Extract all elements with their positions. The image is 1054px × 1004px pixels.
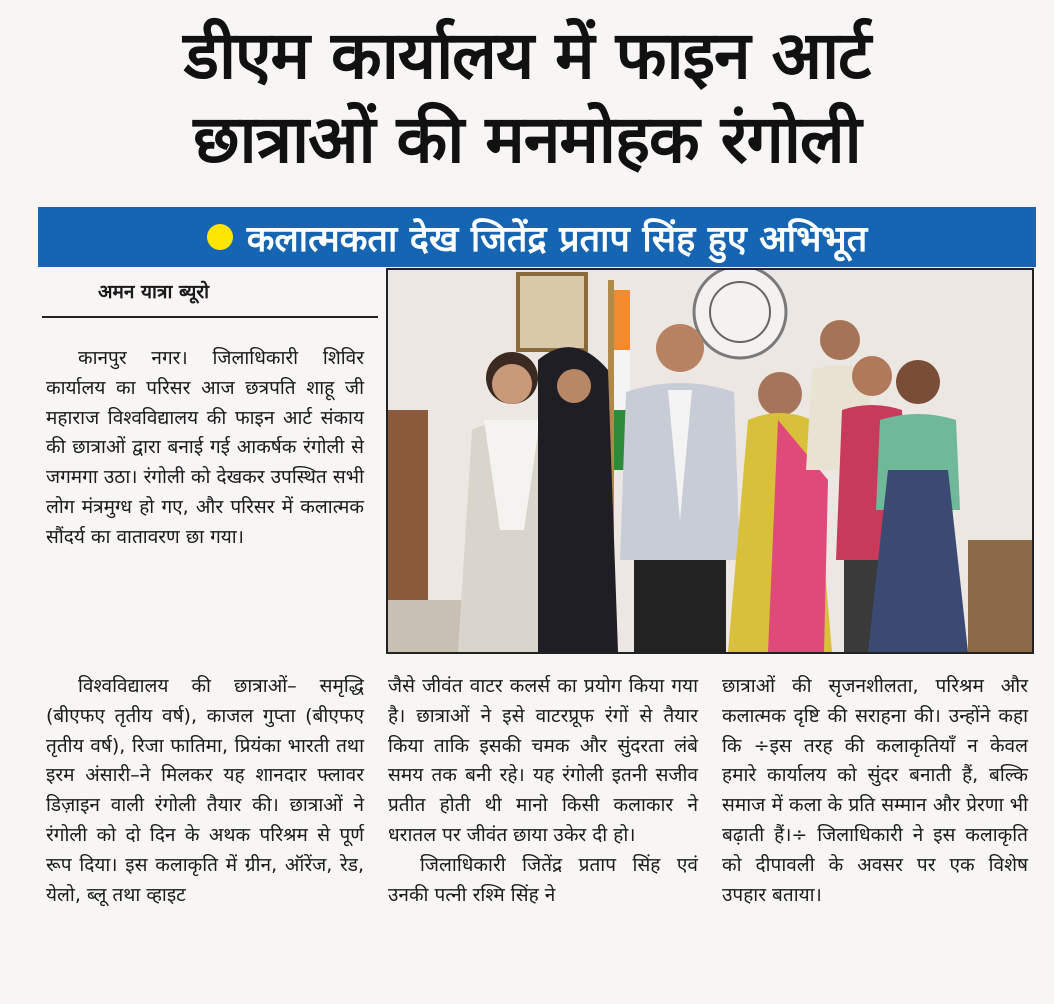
headline [0, 14, 1054, 182]
wall-frame-icon [518, 274, 586, 350]
headline-line-2: छात्राओं की मनमोहक रंगोली [193, 101, 861, 178]
subheadline-banner [38, 207, 1036, 267]
headline-line-1: डीएम कार्यालय में फाइन आर्ट [183, 17, 871, 94]
paragraph: कानपुर नगर। जिलाधिकारी शिविर कार्यालय का परिसर आज छत्रपति शाहू जी महाराज विश्वविद्यालय की फाइन आर्ट संकाय की छात्राओं द्वारा बनाई गई आकर्षक रंगोली से जगमगा उठा। रंगोली को देखकर उपस्थित सभी लोग मंत्रमुग्ध हो गए, और परिसर में कलात्मक सौंदर्य का वातावरण छा गया। [46, 347, 364, 548]
article-column-1-top [46, 344, 364, 553]
paragraph: विश्वविद्यालय की छात्राओं– समृद्धि (बीएफए तृतीय वर्ष), काजल गुप्ता (बीएफए तृतीय वर्ष), रिजा फातिमा, प्रियंका भारती तथा इरम अंसारी–ने मिलकर यह शानदार फ्लावर डिज़ाइन वाली रंगोली तैयार की। छात्राओं ने रंगोली को दो दिन के अथक परिश्रम से पूर्ण रूप दिया। इस कलाकृति में ग्रीन, ऑरेंज, रेड, येलो, ब्लू तथा व्हाइट [46, 675, 364, 906]
article-column-2 [388, 672, 698, 910]
article-column-3 [722, 672, 1028, 910]
emblem-icon [694, 270, 786, 358]
group-photo-illustration [388, 270, 1032, 652]
byline-divider [42, 316, 378, 318]
article-column-1-bottom [46, 672, 364, 910]
byline: अमन यात्रा ब्यूरो [98, 281, 210, 303]
bullet-dot-icon [207, 224, 233, 250]
flag-icon [614, 290, 630, 350]
subheadline: कलात्मकता देख जितेंद्र प्रताप सिंह हुए अभिभूत [246, 218, 868, 260]
paragraph: जिलाधिकारी जितेंद्र प्रताप सिंह एवं उनकी पत्नी रश्मि सिंह ने [388, 853, 698, 906]
paragraph: छात्राओं की सृजनशीलता, परिश्रम और कलात्मक दृष्टि की सराहना की। उन्होंने कहा कि ÷इस तरह की कलाकृतियाँ न केवल हमारे कार्यालय को सुंदर बनाती हैं, बल्कि समाज में कला के प्रति सम्मान और प्रेरणा भी बढ़ाती हैं।÷ जिलाधिकारी ने इस कलाकृति को दीपावली के अवसर पर एक विशेष उपहार बताया। [722, 675, 1028, 906]
news-photo [386, 268, 1034, 654]
paragraph: जैसे जीवंत वाटर कलर्स का प्रयोग किया गया है। छात्राओं ने इसे वाटरप्रूफ रंगों से तैयार किया ताकि इसकी चमक और सुंदरता लंबे समय तक बनी रहे। यह रंगोली इतनी सजीव प्रतीत होती थी मानो किसी कलाकार ने धरातल पर जीवंत छाया उकेर दी हो। [388, 675, 698, 846]
